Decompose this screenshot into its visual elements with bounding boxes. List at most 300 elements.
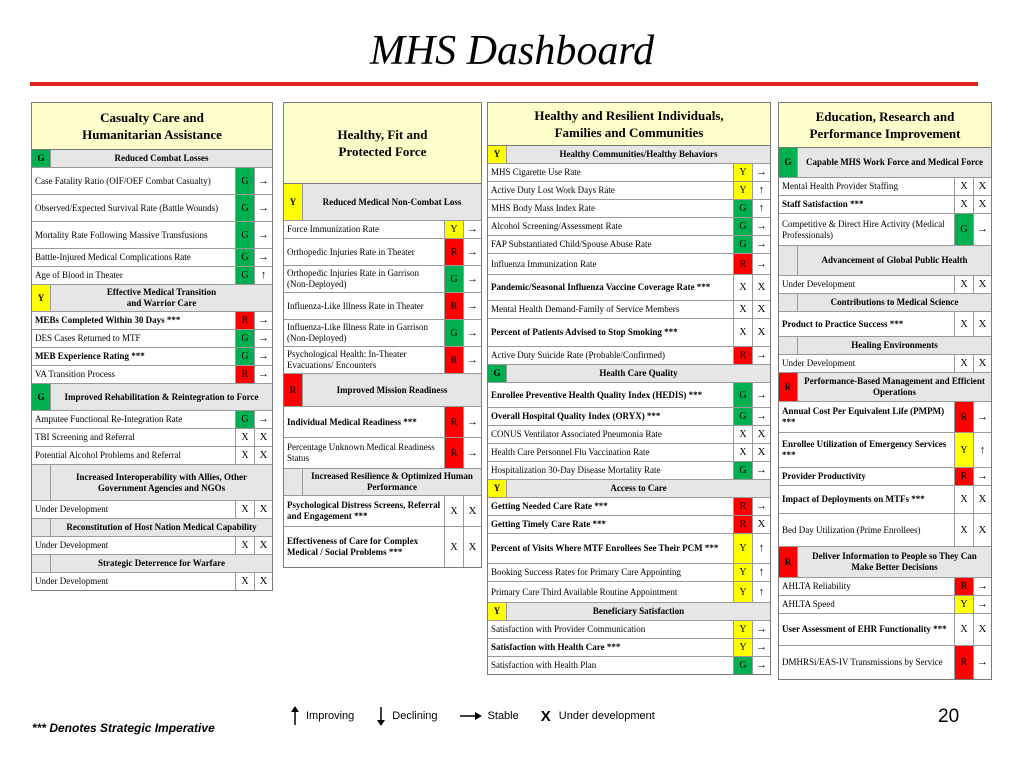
section-status: [779, 337, 798, 354]
trend-cell: →: [254, 222, 272, 248]
section-status: G: [32, 384, 51, 410]
trend-cell: →: [254, 312, 272, 329]
section-header: [32, 285, 272, 312]
section-status: R: [779, 373, 798, 401]
column-education-research: [778, 102, 992, 680]
metric-label: Pandemic/Seasonal Influenza Vaccine Coverage Rate ***: [491, 282, 711, 292]
metric-label: Observed/Expected Survival Rate (Battle Wounds): [35, 202, 219, 213]
status-cell: R: [733, 498, 752, 515]
status-cell: X: [235, 501, 254, 518]
legend-declining-label: Declining: [392, 710, 438, 722]
legend-stable: [460, 710, 519, 722]
section-header: [284, 469, 481, 496]
metric-row: [488, 498, 770, 516]
trend-cell: ↑: [254, 267, 272, 284]
status-cell: R: [733, 347, 752, 364]
metric-row: [779, 486, 991, 514]
metric-label: Overall Hospital Quality Index (ORYX) ***: [491, 411, 661, 421]
trend-cell: X: [973, 196, 991, 213]
metric-row: [32, 330, 272, 348]
metric-row: [488, 462, 770, 480]
metric-row: [488, 639, 770, 657]
status-cell: X: [444, 496, 463, 526]
metric-label: DMHRSi/EAS-IV Transmissions by Service: [782, 657, 943, 667]
status-cell: R: [954, 578, 973, 595]
trend-cell: X: [463, 527, 481, 567]
metric-label: Force Immunization Rate: [287, 224, 379, 234]
metric-row: [488, 164, 770, 182]
metric-row: [284, 266, 481, 293]
up-arrow-icon: [290, 706, 300, 726]
metric-label: Alcohol Screening/Assessment Rate: [491, 221, 622, 231]
status-cell: G: [235, 330, 254, 347]
metric-row: [488, 200, 770, 218]
trend-cell: →: [973, 646, 991, 679]
metric-label: AHLTA Reliability: [782, 581, 851, 591]
trend-cell: X: [752, 516, 770, 533]
x-mark-icon: X: [540, 707, 551, 725]
trend-cell: →: [463, 293, 481, 319]
status-cell: G: [444, 266, 463, 292]
section-label: Strategic Deterrence for Warfare: [97, 558, 226, 568]
metric-label: Health Care Personnel Flu Vaccination Rate: [491, 447, 650, 457]
metric-row: [32, 366, 272, 384]
metric-row: [779, 312, 991, 337]
metric-label: MHS Cigarette Use Rate: [491, 167, 581, 177]
section-label: Increased Interoperability with Allies, Other Government Agencies and NGOs: [76, 471, 247, 493]
status-cell: G: [235, 222, 254, 248]
metric-row: [488, 657, 770, 674]
legend-improving: [290, 706, 354, 726]
section-header: [488, 365, 770, 383]
metric-row: [488, 182, 770, 200]
status-cell: Y: [733, 564, 752, 581]
status-cell: R: [444, 293, 463, 319]
section-label: Deliver Information to People so They Can Make Better Decisions: [812, 551, 977, 572]
status-cell: R: [235, 312, 254, 329]
section-status: G: [488, 365, 507, 382]
metric-label: Competitive & Direct Hire Activity (Medical Professionals): [782, 218, 945, 240]
trend-cell: X: [973, 178, 991, 195]
metric-label: Under Development: [782, 279, 856, 289]
metric-row: [32, 411, 272, 429]
section-label: Capable MHS Work Force and Medical Force: [806, 157, 983, 167]
trend-cell: →: [463, 438, 481, 468]
trend-cell: X: [254, 447, 272, 464]
metric-label: Primary Care Third Available Routine Appointment: [491, 586, 678, 597]
status-cell: R: [235, 366, 254, 383]
metric-row: [488, 534, 770, 564]
metric-label: Getting Timely Care Rate ***: [491, 519, 606, 529]
trend-cell: →: [752, 498, 770, 515]
section-status: Y: [488, 603, 507, 620]
metric-row: [779, 433, 991, 468]
section-status: Y: [488, 146, 507, 163]
section-header: [488, 146, 770, 164]
metric-row: [779, 355, 991, 373]
metric-label: Age of Blood in Theater: [35, 270, 123, 280]
metric-label: Percentage Unknown Medical Readiness Status: [287, 442, 435, 463]
status-cell: X: [954, 276, 973, 293]
section-label: Healthy Communities/Healthy Behaviors: [559, 149, 718, 159]
metric-row: [779, 614, 991, 646]
metric-label: Mortality Rate Following Massive Transfusions: [35, 229, 208, 240]
status-cell: G: [733, 383, 752, 407]
section-label: Contributions to Medical Science: [830, 297, 959, 307]
legend-improving-label: Improving: [306, 710, 355, 722]
status-cell: G: [235, 267, 254, 284]
metric-label: Product to Practice Success ***: [782, 318, 904, 329]
section-header: [284, 184, 481, 221]
metric-label: FAP Substantiated Child/Spouse Abuse Rate: [491, 239, 652, 249]
status-cell: X: [954, 196, 973, 213]
metric-row: [488, 319, 770, 347]
section-status: G: [32, 150, 51, 167]
trend-cell: ↑: [752, 582, 770, 602]
metric-row: [32, 429, 272, 447]
status-cell: Y: [733, 182, 752, 199]
trend-cell: ↑: [752, 182, 770, 199]
metric-row: [488, 347, 770, 365]
metric-label: Influenza-Like Illness Rate in Theater: [287, 300, 424, 311]
metric-row: [32, 447, 272, 465]
trend-cell: →: [463, 221, 481, 238]
trend-cell: →: [254, 168, 272, 194]
trend-cell: X: [973, 614, 991, 645]
trend-cell: →: [463, 266, 481, 292]
status-cell: G: [235, 195, 254, 221]
trend-cell: X: [463, 496, 481, 526]
column-casualty-care: [31, 102, 273, 591]
section-status: R: [779, 547, 798, 577]
section-header: [779, 547, 991, 578]
trend-cell: →: [463, 320, 481, 346]
status-cell: G: [444, 320, 463, 346]
status-cell: Y: [733, 164, 752, 181]
status-cell: Y: [954, 596, 973, 613]
section-header: [32, 465, 272, 501]
page-title: MHS Dashboard: [369, 28, 655, 74]
metric-label: Psychological Distress Screens, Referral and Engagement ***: [287, 500, 441, 521]
trend-cell: X: [973, 312, 991, 336]
metric-label: Amputee Functional Re-Integration Rate: [35, 414, 183, 424]
status-cell: X: [235, 447, 254, 464]
status-cell: R: [444, 239, 463, 265]
metric-row: [779, 178, 991, 196]
metric-label: Satisfaction with Provider Communication: [491, 624, 646, 634]
status-cell: G: [235, 249, 254, 266]
section-header: [32, 555, 272, 573]
section-label: Health Care Quality: [599, 368, 678, 378]
section-header: [779, 148, 991, 178]
metric-row: [488, 254, 770, 275]
trend-cell: →: [973, 578, 991, 595]
trend-cell: →: [463, 347, 481, 373]
metric-row: [32, 195, 272, 222]
section-status: [32, 519, 51, 536]
metric-row: [779, 276, 991, 294]
metric-label: Orthopedic Injuries Rate in Garrison (Non-Deployed): [287, 268, 419, 289]
section-status: [779, 294, 798, 311]
section-header: [488, 603, 770, 621]
status-cell: G: [733, 657, 752, 674]
trend-cell: →: [752, 621, 770, 638]
metric-row: [284, 347, 481, 374]
metric-row: [32, 348, 272, 366]
metric-row: [32, 222, 272, 249]
section-label: Reduced Medical Non-Combat Loss: [322, 196, 462, 207]
trend-cell: →: [973, 468, 991, 485]
metric-label: VA Transition Process: [35, 369, 115, 379]
section-label: Reconstitution of Host Nation Medical Capability: [66, 522, 257, 532]
trend-cell: →: [254, 348, 272, 365]
trend-cell: →: [254, 330, 272, 347]
trend-cell: X: [973, 355, 991, 372]
metric-label: Psychological Health: In-Theater Evacuations/ Encounters: [287, 349, 407, 370]
section-label: Improved Mission Readiness: [336, 384, 448, 395]
status-cell: X: [235, 429, 254, 446]
legend-declining: [376, 706, 437, 726]
metric-label: Hospitalization 30-Day Disease Mortality Rate: [491, 465, 661, 475]
trend-cell: →: [752, 164, 770, 181]
metric-row: [488, 516, 770, 534]
status-cell: X: [954, 514, 973, 546]
section-label: Increased Resilience & Optimized Human Performance: [311, 471, 473, 492]
metric-label: DES Cases Returned to MTF: [35, 333, 141, 343]
metric-row: [32, 501, 272, 519]
status-cell: G: [235, 168, 254, 194]
status-cell: G: [733, 218, 752, 235]
metric-label: Under Development: [35, 504, 109, 514]
metric-row: [284, 293, 481, 320]
status-cell: X: [954, 486, 973, 513]
metric-row: [284, 221, 481, 239]
status-cell: Y: [733, 582, 752, 602]
section-status: [779, 246, 798, 275]
section-header: [284, 374, 481, 407]
status-cell: G: [733, 236, 752, 253]
metric-row: [284, 320, 481, 347]
metric-label: Under Development: [35, 540, 109, 550]
legend-under-development-label: Under development: [558, 710, 655, 722]
trend-cell: →: [752, 408, 770, 425]
metric-label: User Assessment of EHR Functionality ***: [782, 624, 947, 634]
metric-row: [488, 444, 770, 462]
trend-cell: →: [752, 236, 770, 253]
status-cell: X: [235, 573, 254, 590]
section-header: [32, 150, 272, 168]
trend-cell: →: [973, 214, 991, 245]
status-cell: X: [733, 319, 752, 346]
section-status: Y: [488, 480, 507, 497]
section-status: [32, 465, 51, 500]
trend-cell: →: [254, 195, 272, 221]
section-status: R: [284, 374, 303, 406]
metric-label: AHLTA Speed: [782, 599, 835, 609]
metric-label: Percent of Visits Where MTF Enrollees See Their PCM ***: [491, 543, 719, 553]
metric-row: [284, 407, 481, 438]
trend-cell: X: [752, 319, 770, 346]
metric-row: [32, 573, 272, 590]
metric-row: [488, 218, 770, 236]
metric-row: [488, 236, 770, 254]
section-status: Y: [32, 285, 51, 311]
metric-row: [284, 496, 481, 527]
metric-label: Effectiveness of Care for Complex Medical / Social Problems ***: [287, 536, 419, 557]
metric-label: Percent of Patients Advised to Stop Smoking ***: [491, 327, 678, 337]
status-cell: X: [733, 444, 752, 461]
status-cell: G: [733, 462, 752, 479]
status-cell: R: [954, 402, 973, 432]
section-status: Y: [284, 184, 303, 220]
metric-row: [284, 527, 481, 567]
metric-label: Under Development: [782, 358, 856, 368]
status-cell: G: [733, 200, 752, 217]
metric-row: [779, 596, 991, 614]
metric-label: MEB Experience Rating ***: [35, 351, 145, 361]
metric-row: [488, 564, 770, 582]
trend-cell: X: [254, 573, 272, 590]
status-cell: Y: [733, 534, 752, 563]
status-cell: X: [733, 301, 752, 318]
metric-row: [32, 537, 272, 555]
metric-row: [32, 267, 272, 285]
section-label: Advancement of Global Public Health: [821, 255, 968, 265]
metric-label: Annual Cost Per Equivalent Life (PMPM) ***: [782, 406, 945, 427]
metric-row: [488, 621, 770, 639]
metric-label: Impact of Deployments on MTFs ***: [782, 494, 925, 504]
trend-cell: X: [254, 537, 272, 554]
section-label: Performance-Based Management and Efficient Operations: [804, 376, 985, 397]
section-header: [779, 294, 991, 312]
status-cell: R: [444, 407, 463, 437]
metric-row: [779, 402, 991, 433]
metric-label: Mental Health Demand-Family of Service Members: [491, 304, 680, 314]
metric-label: MHS Body Mass Index Rate: [491, 203, 595, 213]
status-cell: X: [733, 275, 752, 300]
metric-row: [488, 275, 770, 301]
section-header: [32, 384, 272, 411]
metric-label: Orthopedic Injuries Rate in Theater: [287, 246, 415, 257]
right-arrow-icon: [460, 711, 482, 721]
metric-label: Bed Day Utilization (Prime Enrollees): [782, 524, 921, 535]
status-cell: X: [444, 527, 463, 567]
metric-row: [284, 239, 481, 266]
metric-row: [488, 408, 770, 426]
metric-label: Satisfaction with Health Plan: [491, 660, 597, 670]
status-cell: Y: [444, 221, 463, 238]
status-cell: R: [733, 254, 752, 274]
legend-stable-label: Stable: [487, 710, 519, 722]
status-cell: X: [235, 537, 254, 554]
status-cell: G: [235, 411, 254, 428]
status-cell: Y: [954, 433, 973, 467]
metric-label: Getting Needed Care Rate ***: [491, 501, 608, 511]
status-cell: X: [954, 178, 973, 195]
metric-label: TBI Screening and Referral: [35, 432, 135, 442]
down-arrow-icon: [376, 706, 386, 726]
trend-cell: →: [752, 639, 770, 656]
column-heading: Healthy, Fit and Protected Force: [284, 103, 481, 184]
section-label: Beneficiary Satisfaction: [592, 606, 685, 616]
metric-label: Provider Productivity: [782, 471, 866, 481]
column-healthy-fit-force: [283, 102, 482, 568]
metric-row: [32, 249, 272, 267]
section-label: Effective Medical Transition and Warrior Care: [106, 287, 217, 308]
trend-cell: →: [463, 407, 481, 437]
trend-cell: →: [752, 254, 770, 274]
trend-cell: X: [752, 301, 770, 318]
section-status: [32, 555, 51, 572]
metric-label: Under Development: [35, 576, 109, 586]
status-cell: R: [954, 468, 973, 485]
column-healthy-resilient: [487, 102, 771, 675]
trend-cell: X: [752, 444, 770, 461]
section-label: Reduced Combat Losses: [114, 153, 209, 163]
section-header: [779, 373, 991, 402]
status-cell: R: [444, 347, 463, 373]
metric-label: Influenza-Like Illness Rate in Garrison (Non-Deployed): [287, 322, 428, 343]
metric-label: Booking Success Rates for Primary Care Appointing: [491, 567, 681, 577]
trend-cell: X: [752, 426, 770, 443]
metric-label: MEBs Completed Within 30 Days ***: [35, 315, 181, 325]
metric-row: [32, 312, 272, 330]
status-cell: R: [444, 438, 463, 468]
metric-label: Battle-Injured Medical Complications Rate: [35, 252, 191, 262]
status-cell: G: [235, 348, 254, 365]
metric-row: [488, 426, 770, 444]
metric-row: [488, 383, 770, 408]
metric-row: [779, 646, 991, 679]
metric-row: [779, 578, 991, 596]
trend-cell: →: [752, 347, 770, 364]
trend-cell: →: [752, 657, 770, 674]
status-cell: X: [954, 312, 973, 336]
section-label: Access to Care: [610, 483, 667, 493]
trend-cell: ↑: [752, 200, 770, 217]
trend-cell: ↑: [752, 534, 770, 563]
trend-cell: X: [973, 514, 991, 546]
status-cell: X: [733, 426, 752, 443]
metric-row: [284, 438, 481, 469]
trend-cell: ↑: [973, 433, 991, 467]
column-heading: Healthy and Resilient Individuals, Families and Communities: [488, 103, 770, 146]
metric-label: Individual Medical Readiness ***: [287, 416, 417, 427]
metric-label: Enrollee Utilization of Emergency Services ***: [782, 439, 947, 460]
trend-cell: →: [752, 383, 770, 407]
status-cell: R: [733, 516, 752, 533]
section-label: Improved Rehabilitation & Reintegration to Force: [64, 391, 259, 402]
metric-row: [779, 196, 991, 214]
trend-cell: X: [973, 276, 991, 293]
trend-cell: X: [973, 486, 991, 513]
metric-label: Potential Alcohol Problems and Referral: [35, 450, 181, 460]
status-cell: X: [954, 355, 973, 372]
section-header: [488, 480, 770, 498]
metric-label: Active Duty Lost Work Days Rate: [491, 185, 615, 195]
trend-cell: ↑: [752, 564, 770, 581]
legend: [290, 706, 677, 726]
trend-cell: →: [254, 366, 272, 383]
title-underline: [30, 82, 978, 86]
metric-label: CONUS Ventilator Associated Pneumonia Rate: [491, 429, 662, 439]
metric-row: [779, 514, 991, 547]
metric-row: [779, 214, 991, 246]
section-header: [779, 246, 991, 276]
metric-label: Staff Satisfaction ***: [782, 199, 864, 209]
metric-row: [779, 468, 991, 486]
status-cell: G: [733, 408, 752, 425]
